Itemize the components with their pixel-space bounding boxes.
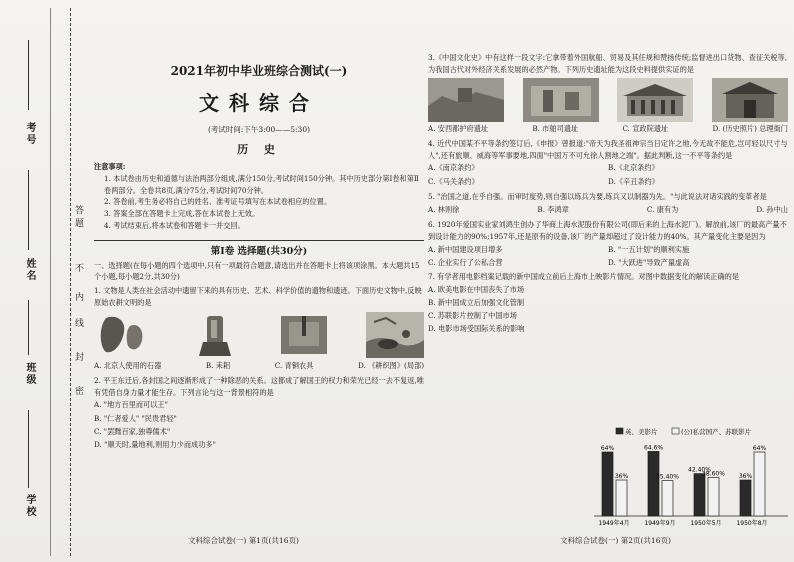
q1-option-c[interactable]: C. 青铜农具 bbox=[274, 361, 314, 371]
page-2 bbox=[428, 52, 788, 335]
q4-options-row-1 bbox=[428, 161, 788, 174]
page-1 bbox=[94, 52, 424, 451]
choice-intro: 一、选择题(在每小题的四个选项中,只有一项最符合题意,请选出并在答题卡上将该项涂黑。本大题共15个小题,每小题2分,共30分) bbox=[94, 260, 420, 282]
name-label: 姓名 bbox=[24, 258, 35, 282]
category-label: 1950年5月 bbox=[690, 520, 722, 527]
q1-option-a[interactable]: A. 北京人使用的石器 bbox=[94, 361, 162, 371]
zongli-yamen-photo bbox=[712, 78, 788, 122]
bar bbox=[648, 451, 659, 516]
name-blank bbox=[28, 170, 29, 250]
question-5: 5. "治国之道,在乎自强。而审时度势,则自强以练兵为要,练兵又以制器为先。"与此说法对诸实践的变革者是 bbox=[428, 191, 767, 201]
category-label: 1949年9月 bbox=[644, 520, 676, 527]
class-blank bbox=[28, 300, 29, 355]
q6-option-d[interactable]: D. "大跃进"导致产量虚高 bbox=[608, 257, 690, 267]
subject-title: 文科综合 bbox=[199, 91, 319, 115]
bar bbox=[708, 477, 719, 516]
q6-option-a[interactable]: A. 新中国建设项目增多 bbox=[428, 244, 503, 254]
q7-option-b[interactable]: B. 新中国成立后加强文化管制 bbox=[428, 297, 525, 307]
category-label: 1950年8月 bbox=[736, 520, 768, 527]
bar bbox=[740, 480, 751, 516]
question-4: 4. 近代中国某不平等条约签订后,《申报》曾报道:"帝天为我圣祖神宗当日定许之地,今无故不能危,岂可轻以尺寸与人",还有旅顺、威海等军事要地,四面"中国万不可允徐人割地之端"。据此判断,这一不平等条约是 bbox=[428, 139, 788, 160]
q7-options bbox=[428, 283, 588, 336]
question-6: 6. 1920年爱国实业家刘鸿生创办了华商上海水泥股份有限公司(即后来的上海水泥厂)。解放前,该厂的最高产量不到设计能力的90%;1957年,还是原有的设备,该厂的产量却超过了设计能力的40%。其产量变化主要是因为 bbox=[428, 220, 787, 241]
data-label: 38.60% bbox=[702, 470, 725, 478]
bar bbox=[662, 481, 673, 516]
question-1: 1. 文物是人类在社会活动中遗留下来的具有历史、艺术、科学价值的遗物和遗迹。下面历史文物中,反映原始农耕文明的是 bbox=[94, 285, 422, 307]
question-7: 7. 有学者用电影档案记载的新中国成立前后上海市上映影片情况。对图中数据变化的解读正确的是 bbox=[428, 271, 740, 281]
q6-option-b[interactable]: B. "一五计划"的顺利实施 bbox=[608, 244, 690, 254]
notice-item: 4. 考试结束后,将本试卷和答题卡一并交回。 bbox=[104, 220, 245, 230]
data-label: 64.6% bbox=[643, 444, 664, 452]
q7-option-c[interactable]: C. 苏联影片控制了中国市场 bbox=[428, 310, 517, 320]
data-label: 36% bbox=[614, 473, 629, 480]
xuanzhengyuan-image bbox=[617, 78, 693, 122]
q7-option-d[interactable]: D. 电影市场受国际关系的影响 bbox=[428, 324, 525, 334]
bar bbox=[602, 452, 613, 516]
page-2-footer: 文科综合试卷(一) 第2页(共16页) bbox=[560, 536, 671, 545]
q4-option-c[interactable]: C.《马关条约》 bbox=[428, 176, 479, 186]
data-label: 36% bbox=[738, 473, 753, 480]
q4-option-d[interactable]: D.《辛丑条约》 bbox=[608, 176, 659, 186]
bar bbox=[616, 480, 627, 516]
seal-solid-line bbox=[50, 8, 51, 556]
seal-dashed-line bbox=[70, 8, 71, 556]
bronze-tool-image bbox=[275, 312, 333, 358]
q3-options bbox=[428, 123, 788, 135]
q3-option-a[interactable]: A. 安西都护府遗址 bbox=[428, 124, 489, 134]
category-label: 1949年4月 bbox=[598, 520, 630, 527]
q4-option-a[interactable]: A.《南京条约》 bbox=[428, 163, 479, 173]
q6-options-row-1 bbox=[428, 243, 788, 256]
school-label: 学校 bbox=[24, 494, 35, 518]
legend-swatch bbox=[672, 428, 679, 434]
part-1-title: 第Ⅰ卷 选择题(共30分) bbox=[94, 240, 424, 257]
page-1-footer: 文科综合试卷(一) 第1页(共16页) bbox=[188, 536, 299, 545]
farming-weaving-painting bbox=[366, 312, 424, 358]
q5-option-b[interactable]: B. 李鸿章 bbox=[537, 205, 569, 215]
q6-option-c[interactable]: C. 企业实行了公私合营 bbox=[428, 257, 503, 267]
binding-margin bbox=[0, 0, 92, 562]
q2-option-d[interactable]: D. "顺天时,量地利,则用力少而成功多" bbox=[94, 439, 216, 449]
seal-word: 答 bbox=[73, 205, 83, 214]
notice-item: 2. 答卷前,考生务必将自己的姓名、准考证号填写在本试卷相应的位置。 bbox=[104, 197, 332, 207]
exam-number-label: 考号 bbox=[24, 122, 35, 146]
exam-time: (考试时间:下午3:00——5:30) bbox=[207, 125, 311, 134]
q7-option-a[interactable]: A. 欧美电影在中国丧失了市场 bbox=[428, 284, 525, 294]
shibosi-ruins-image bbox=[523, 78, 599, 122]
seal-word: 封 bbox=[73, 352, 83, 361]
q5-option-c[interactable]: C. 康有为 bbox=[646, 205, 679, 215]
q3-option-d[interactable]: D. (历史照片) 总理衙门 bbox=[712, 124, 788, 134]
q2-option-c[interactable]: C. "罢黜百家,独尊儒术" bbox=[94, 426, 171, 436]
q3-images bbox=[428, 78, 788, 122]
legend-swatch bbox=[616, 428, 623, 434]
notice-block bbox=[94, 161, 424, 232]
legend-label: (公)私营国产、苏联影片 bbox=[681, 428, 752, 436]
seal-word: 线 bbox=[73, 318, 83, 327]
bar bbox=[754, 452, 765, 516]
q1-images bbox=[94, 312, 424, 358]
q1-option-b[interactable]: B. 耒耜 bbox=[205, 361, 231, 371]
q5-option-a[interactable]: A. 林则徐 bbox=[428, 205, 460, 215]
notice-heading: 注意事项: bbox=[94, 162, 126, 171]
chart-svg bbox=[592, 424, 792, 532]
q2-option-b[interactable]: B. "仁者爱人" "民贵君轻" bbox=[94, 413, 177, 423]
q6-options-row-2 bbox=[428, 256, 788, 269]
stone-tool-image bbox=[94, 312, 152, 358]
seal-word: 内 bbox=[73, 292, 83, 301]
question-3: 3.《中国文化史》中有这样一段文字:它拿带着外国航船、贸易及其任规和赞扬传统;监督进出口货物、查征关税等,为我国古代对外经济关系发展的必然产物。下列历史遗址能为这段史料提供实证的是 bbox=[428, 53, 787, 74]
question-2: 2. 平王东迁后,各封国之间逐渐形成了一种除恶的关系。这都成了解国王的权力和荣光已经一去不复返,唯有凭借自身力量才能生存。下列言论与这一背景相符的是 bbox=[94, 376, 424, 397]
exam-number-blank bbox=[28, 40, 29, 110]
q7-bar-chart bbox=[592, 424, 792, 532]
seal-word: 密 bbox=[73, 386, 83, 395]
notice-item: 1. 本试卷由历史和道德与法治两部分组成,满分150分,考试时间150分钟。其中历史部分第Ⅰ卷和第Ⅱ卷两部分。全卷共8页,满分75分,考试时间70分钟。 bbox=[104, 173, 419, 195]
legend-label: 英、美影片 bbox=[625, 428, 658, 436]
exam-title: 2021年初中毕业班综合测试(一) bbox=[170, 64, 348, 78]
q3-option-c[interactable]: C. 宣政院遗址 bbox=[622, 124, 669, 134]
seal-word: 题 bbox=[73, 218, 83, 227]
data-label: 42.40% bbox=[688, 466, 711, 474]
notice-item: 3. 答案全部在答题卡上完成,答在本试卷上无效。 bbox=[104, 209, 260, 219]
q1-options bbox=[94, 360, 424, 372]
q4-options-row-2 bbox=[428, 175, 788, 188]
data-label: 64% bbox=[600, 445, 615, 452]
q5-options bbox=[428, 204, 788, 216]
q4-option-b[interactable]: B.《北京条约》 bbox=[608, 163, 659, 173]
class-label: 班级 bbox=[24, 362, 35, 386]
seal-word: 不 bbox=[73, 263, 83, 272]
q3-option-b[interactable]: B. 市舶司遗址 bbox=[532, 124, 579, 134]
data-label: 64% bbox=[752, 445, 767, 452]
bar bbox=[694, 474, 705, 516]
anxi-ruins-image bbox=[428, 78, 504, 122]
q2-option-a[interactable]: A. "地方百里而可以王" bbox=[94, 400, 168, 410]
section-title: 历 史 bbox=[237, 143, 281, 156]
q5-option-d[interactable]: D. 孙中山 bbox=[756, 205, 788, 215]
data-label: 35.40% bbox=[656, 473, 679, 481]
q1-option-d[interactable]: D. 《耕织图》(局部) bbox=[358, 361, 424, 371]
school-blank bbox=[28, 410, 29, 488]
leisi-plough-image bbox=[185, 312, 243, 358]
